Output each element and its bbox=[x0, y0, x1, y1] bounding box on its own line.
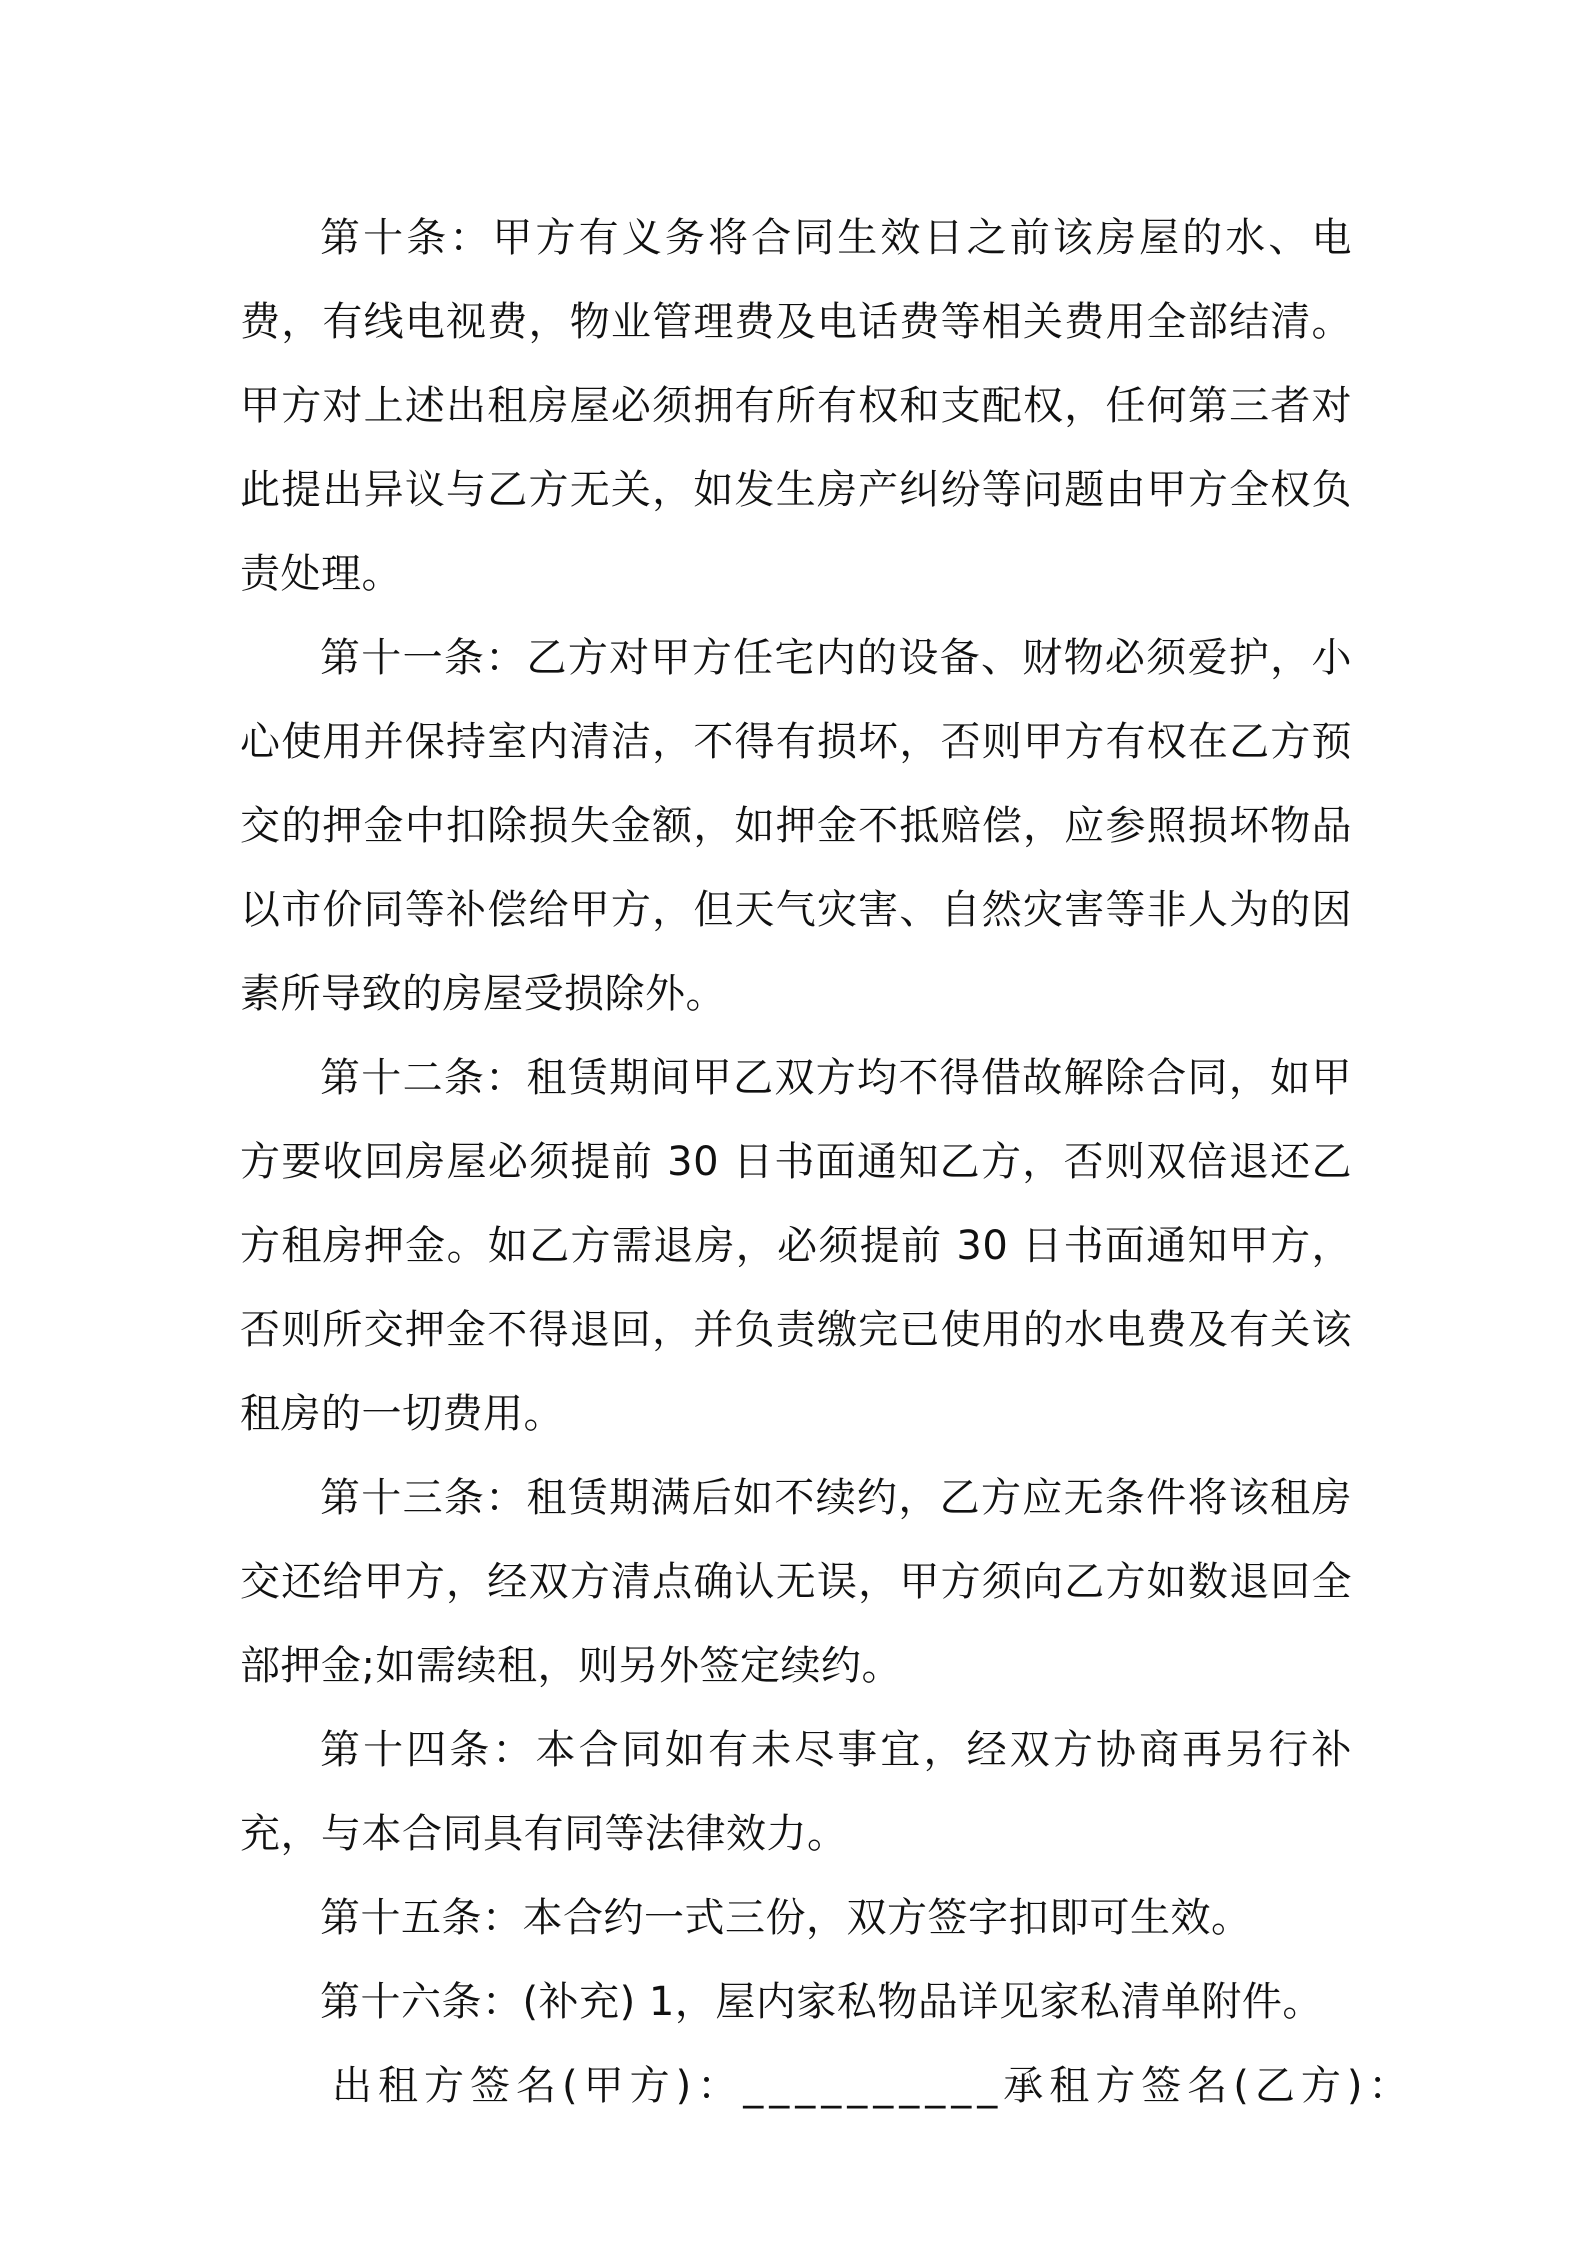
clause-12: 第十二条：租赁期间甲乙双方均不得借故解除合同，如甲方要收回房屋必须提前 30 日书面通知乙方，否则双倍退还乙方租房押金。如乙方需退房，必须提前 30 日书面通知甲方，否则所交押金不得退回，并负责缴完已使用的水电费及有关该租房的一切费用。 bbox=[240, 1055, 1352, 1437]
contract-body bbox=[240, 196, 1415, 2128]
clause-11: 第十一条：乙方对甲方任宅内的设备、财物必须爱护，小心使用并保持室内清洁，不得有损坏，否则甲方有权在乙方预交的押金中扣除损失金额，如押金不抵赔偿，应参照损坏物品以市价同等补偿给甲方，但天气灾害、自然灾害等非人为的因素所导致的房屋受损除外。 bbox=[240, 635, 1352, 1017]
clause-15: 第十五条：本合约一式三份，双方签字扣即可生效。 bbox=[320, 1895, 1252, 1941]
signature-line: 出租方签名(甲方)：__________承租方签名(乙方)： bbox=[332, 2063, 1415, 2109]
clause-16: 第十六条：(补充) 1，屋内家私物品详见家私清单附件。 bbox=[320, 1979, 1323, 2025]
clause-14: 第十四条：本合同如有未尽事宜，经双方协商再另行补充，与本合同具有同等法律效力。 bbox=[240, 1727, 1352, 1857]
clause-13: 第十三条：租赁期满后如不续约，乙方应无条件将该租房交还给甲方，经双方清点确认无误，甲方须向乙方如数退回全部押金;如需续租，则另外签定续约。 bbox=[240, 1475, 1352, 1689]
clause-10: 第十条：甲方有义务将合同生效日之前该房屋的水、电费，有线电视费，物业管理费及电话费等相关费用全部结清。甲方对上述出租房屋必须拥有所有权和支配权，任何第三者对此提出异议与乙方无关，如发生房产纠纷等问题由甲方全权负责处理。 bbox=[240, 215, 1352, 597]
